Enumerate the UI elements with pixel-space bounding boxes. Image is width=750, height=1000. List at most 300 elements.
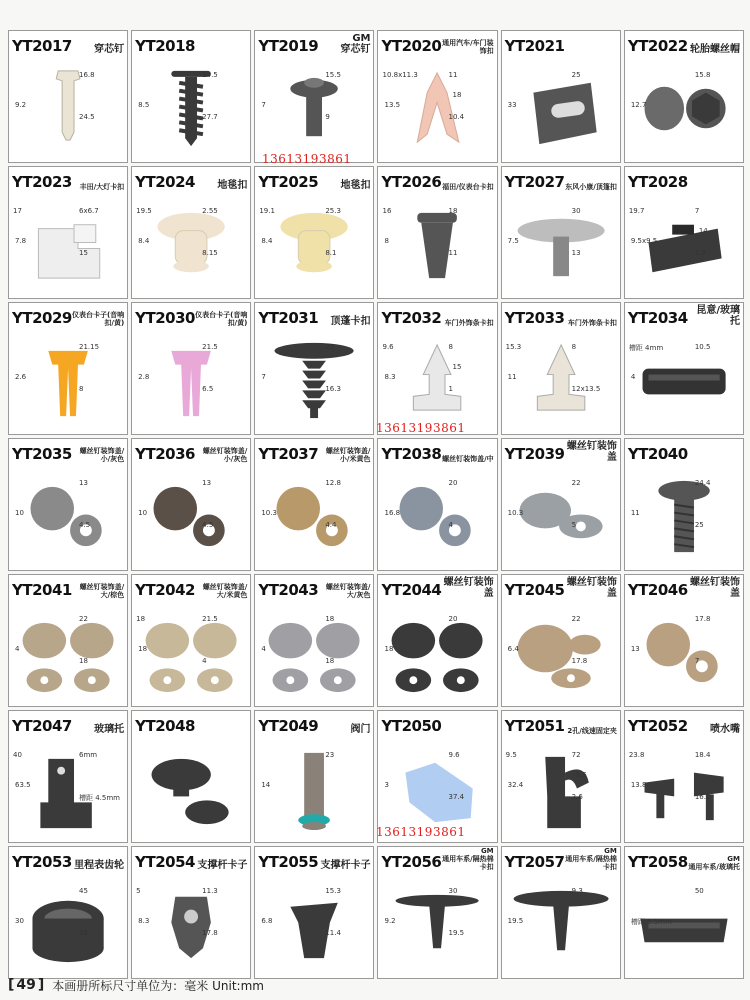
product-code: YT2050 (381, 717, 442, 735)
product-description: 顶蓬卡扣 (330, 316, 371, 327)
product-cell-yt2039 (501, 438, 621, 571)
product-code: YT2035 (12, 445, 72, 463)
part-photo (386, 471, 488, 562)
part-photo (386, 607, 488, 698)
dimension-label: 10 (138, 509, 148, 517)
dimension-label: 25.3 (325, 207, 341, 215)
dimension-label: 22 (571, 615, 581, 623)
cell-header (255, 711, 373, 737)
cell-header (378, 847, 496, 873)
dimension-label: 9.5 (505, 751, 517, 759)
product-code: YT2057 (504, 853, 565, 871)
dimension-label: 9.6 (382, 343, 394, 351)
cell-header (255, 303, 373, 329)
product-code: YT2037 (258, 445, 319, 463)
cell-header (502, 167, 620, 193)
product-code: YT2046 (627, 581, 688, 599)
product-description: 地毯扣 (217, 180, 248, 191)
cell-header (378, 711, 496, 737)
cell-header (9, 575, 127, 601)
dimension-label: 10.3 (261, 509, 277, 517)
dimension-label: 25 (571, 71, 581, 79)
dimension-label: 37.4 (448, 793, 465, 801)
product-cell-yt2043 (254, 574, 374, 707)
cell-header (625, 847, 743, 873)
product-code: YT2044 (381, 581, 442, 599)
dimension-label: 18 (138, 645, 148, 653)
part-photo (17, 879, 119, 970)
dimension-label: 25 (694, 521, 704, 529)
dimension-label: 9.5x9.5 (630, 237, 658, 245)
cell-header (378, 439, 496, 465)
dimension-label: 7.8 (15, 237, 27, 245)
dimension-label: 6.4 (507, 645, 519, 653)
product-cell-yt2018 (131, 30, 251, 163)
dimension-label: 30 (15, 917, 24, 925)
cell-header (255, 31, 373, 57)
part-photo (507, 63, 612, 154)
part-photo (140, 335, 242, 426)
dimension-label: 24.4 (694, 479, 711, 487)
dimension-label: 18 (136, 615, 146, 623)
product-code: YT2032 (381, 309, 442, 327)
cell-header (132, 31, 250, 57)
product-description: 支撑杆卡子 (197, 860, 248, 871)
cell-header (132, 711, 250, 737)
product-code: YT2018 (135, 37, 195, 55)
dimension-label: 20 (448, 479, 458, 487)
product-code: YT2025 (258, 173, 319, 191)
dimension-label: 13 (571, 249, 581, 257)
cell-header (625, 31, 743, 57)
product-code: YT2051 (504, 717, 565, 735)
dimension-label: 18 (448, 207, 458, 215)
dimension-label: 17.8 (202, 929, 218, 937)
dimension-label: 14.5 (202, 71, 218, 79)
product-description: 地毯扣 (340, 180, 371, 191)
dimension-label: 槽距 4mm (628, 344, 664, 352)
dimension-label: 4.5 (79, 521, 91, 529)
cell-header (502, 31, 620, 57)
product-code: YT2017 (12, 37, 72, 55)
dimension-label: 5 (136, 887, 141, 895)
dimension-label: 14 (698, 227, 708, 235)
product-description: 螺丝钉装饰盖 (566, 577, 617, 599)
part-photo (263, 607, 365, 698)
cell-header (378, 167, 496, 193)
dimension-label: 11 (630, 509, 640, 517)
dimension-label: 4.5 (202, 521, 214, 529)
part-photo (386, 743, 488, 834)
product-description: 2孔/线速固定夹 (567, 727, 617, 735)
dimension-label: 18.4 (694, 751, 711, 759)
product-description: 车门外饰条卡扣 (444, 319, 494, 327)
part-photo (386, 335, 488, 426)
product-code: YT2040 (627, 445, 688, 463)
product-cell-yt2058 (624, 846, 744, 979)
product-code: YT2058 (627, 853, 688, 871)
dimension-label: 15.5 (325, 71, 341, 79)
product-code: YT2029 (12, 309, 72, 327)
dimension-label: 9.3 (571, 887, 583, 895)
product-code: YT2042 (135, 581, 195, 599)
product-cell-yt2021 (501, 30, 621, 163)
dimension-label: 4 (15, 645, 20, 653)
product-code: YT2052 (627, 717, 688, 735)
part-photo (386, 199, 488, 290)
part-photo (507, 471, 612, 562)
product-code: YT2031 (258, 309, 319, 327)
dimension-label: 63.5 (15, 781, 31, 789)
dimension-label: 16.3 (325, 385, 341, 393)
product-code: YT2024 (135, 173, 195, 191)
dimension-label: 7 (261, 101, 266, 109)
dimension-label: 17 (13, 207, 22, 215)
cell-header (9, 847, 127, 873)
dimension-label: 18 (79, 657, 88, 665)
product-description: 螺丝钉装饰盖/大/棕色 (79, 583, 125, 599)
product-description: GM 通用车系/隔热棉卡扣 (442, 847, 494, 871)
dimension-label: 4.4 (325, 521, 337, 529)
product-cell-yt2023 (8, 166, 128, 299)
dimension-label: 18 (452, 91, 462, 99)
dimension-label: 9.5 (575, 771, 587, 779)
cell-header (132, 167, 250, 193)
dimension-label: 2.6 (571, 793, 583, 801)
part-photo (630, 63, 735, 154)
cell-header (502, 439, 620, 465)
dimension-label: 9.2 (384, 917, 396, 925)
part-photo (140, 471, 242, 562)
dimension-label: 16.2 (694, 793, 711, 801)
dimension-label: 15.3 (505, 343, 522, 351)
part-photo (507, 199, 612, 290)
product-description: 丰田/大灯卡扣 (79, 183, 125, 191)
phone-watermark-3: 13613193861 (376, 825, 466, 839)
cell-header (9, 303, 127, 329)
dimension-label: 7 (694, 207, 700, 215)
part-photo (263, 199, 365, 290)
product-cell-yt2040 (624, 438, 744, 571)
product-description: 螺丝钉装饰盖/小/灰色 (202, 447, 248, 463)
dimension-label: 11.3 (202, 887, 218, 895)
dimension-label: 9 (325, 113, 330, 121)
part-photo (507, 879, 612, 970)
product-code: YT2047 (12, 717, 72, 735)
product-code: YT2027 (504, 173, 565, 191)
unit-note: 本画册所标尺寸单位为：毫米 Unit:mm (52, 978, 264, 993)
part-photo (507, 743, 612, 834)
product-description: 支撑杆卡子 (320, 860, 371, 871)
product-code: YT2045 (504, 581, 565, 599)
dimension-label: 16.8 (384, 509, 401, 517)
dimension-label: 19.5 (136, 207, 152, 215)
product-description: 轮胎螺丝帽 (689, 44, 740, 55)
product-code: YT2038 (381, 445, 442, 463)
product-cell-yt2057 (501, 846, 621, 979)
part-photo (630, 471, 735, 562)
dimension-label: 40 (13, 751, 22, 759)
product-code: YT2054 (135, 853, 195, 871)
cell-header (255, 575, 373, 601)
product-description: GM 通用车系/隔热棉卡扣 (565, 847, 617, 871)
part-photo (263, 335, 365, 426)
dimension-label: 8 (384, 237, 389, 245)
dimension-label: 8 (79, 385, 84, 393)
dimension-label: 21.5 (202, 615, 218, 623)
part-photo (140, 607, 242, 698)
phone-watermark-1: 13613193861 (262, 152, 352, 166)
product-description: 穿芯钉 (94, 44, 125, 55)
product-cell-yt2053 (8, 846, 128, 979)
cell-header (625, 711, 743, 737)
dimension-label: 23.8 (628, 751, 645, 759)
dimension-label: 9.6 (448, 751, 460, 759)
dimension-label: 7 (261, 373, 266, 381)
dimension-label: 6.8 (261, 917, 273, 925)
product-cell-yt2049 (254, 710, 374, 843)
product-cell-yt2033 (501, 302, 621, 435)
dimension-label: 8 (448, 343, 453, 351)
product-description: 昆意/玻璃托 (696, 305, 740, 327)
product-code: YT2056 (381, 853, 442, 871)
dimension-label: 45 (79, 887, 88, 895)
part-photo (140, 743, 242, 834)
dimension-label: 22 (571, 479, 581, 487)
product-cell-yt2044 (377, 574, 497, 707)
product-description: 东风小康/顶篷扣 (565, 183, 617, 191)
product-description: 通用汽车/车门装饰扣 (442, 39, 494, 55)
dimension-label: 13 (202, 479, 212, 487)
dimension-label: 2.6 (15, 373, 27, 381)
product-cell-yt2019 (254, 30, 374, 163)
dimension-label: 13.8 (630, 781, 647, 789)
cell-header (255, 847, 373, 873)
product-description: 玻璃托 (94, 724, 125, 735)
page-number: [ 49 ] (8, 977, 44, 993)
dimension-label: 8.3 (384, 373, 396, 381)
dimension-label: 15 (79, 929, 88, 937)
cell-header (9, 167, 127, 193)
product-cell-yt2020 (377, 30, 497, 163)
cell-header (625, 575, 743, 601)
part-photo (140, 879, 242, 970)
product-cell-yt2054 (131, 846, 251, 979)
product-code: YT2041 (12, 581, 72, 599)
product-cell-yt2034 (624, 302, 744, 435)
product-description: 螺丝钉装饰盖 (566, 441, 617, 463)
product-cell-yt2028 (624, 166, 744, 299)
dimension-label: 14 (261, 781, 271, 789)
dimension-label: 30 (448, 887, 458, 895)
cell-header (132, 847, 250, 873)
dimension-label: 4 (261, 645, 266, 653)
dimension-label: 19.1 (259, 207, 275, 215)
product-cell-yt2042 (131, 574, 251, 707)
dimension-label: 2.55 (202, 207, 218, 215)
dimension-label: 23 (325, 751, 335, 759)
dimension-label: 17.8 (694, 615, 711, 623)
dimension-label: 4 (448, 521, 453, 529)
product-cell-yt2038 (377, 438, 497, 571)
product-description: 阀门 (350, 724, 371, 735)
part-photo (17, 335, 119, 426)
cell-header (9, 711, 127, 737)
product-description: GM 穿芯钉 (340, 33, 371, 55)
dimension-label: 18 (384, 645, 394, 653)
dimension-label: 19.5 (507, 917, 524, 925)
page-footer (8, 975, 744, 995)
cell-header (502, 303, 620, 329)
product-code: YT2048 (135, 717, 195, 735)
dimension-label: 13 (630, 645, 640, 653)
product-code: YT2021 (504, 37, 565, 55)
dimension-label: 槽距 4.5mm (79, 794, 120, 802)
product-code: YT2033 (504, 309, 565, 327)
dimension-label: 21.5 (202, 343, 218, 351)
dimension-label: 12.8 (325, 479, 341, 487)
part-photo (140, 199, 242, 290)
dimension-label: 33 (507, 101, 517, 109)
cell-header (502, 575, 620, 601)
product-code: YT2026 (381, 173, 442, 191)
dimension-label: 8 (571, 343, 577, 351)
product-cell-yt2032 (377, 302, 497, 435)
dimension-label: 13.5 (384, 101, 401, 109)
product-cell-yt2029 (8, 302, 128, 435)
product-code: YT2049 (258, 717, 319, 735)
dimension-label: 72 (571, 751, 581, 759)
dimension-label: 6.5 (202, 385, 214, 393)
product-description: 仪表台卡子(音响扣/黄) (71, 311, 125, 327)
dimension-label: 11 (448, 249, 458, 257)
dimension-label: 11 (448, 71, 458, 79)
dimension-label: 10.3 (507, 509, 524, 517)
part-photo (507, 607, 612, 698)
product-code: YT2053 (12, 853, 72, 871)
dimension-label: 10 (15, 509, 24, 517)
product-cell-yt2031 (254, 302, 374, 435)
product-cell-yt2036 (131, 438, 251, 571)
product-cell-yt2051 (501, 710, 621, 843)
dimension-label: 槽距 5.5mm (630, 918, 672, 926)
product-cell-yt2024 (131, 166, 251, 299)
part-photo (17, 607, 119, 698)
dimension-label: 19.5 (448, 929, 465, 937)
dimension-label: 2.8 (138, 373, 150, 381)
product-cell-yt2035 (8, 438, 128, 571)
dimension-label: 19.7 (628, 207, 645, 215)
product-cell-yt2056 (377, 846, 497, 979)
product-code: YT2036 (135, 445, 195, 463)
product-code: YT2039 (504, 445, 565, 463)
dimension-label: 11.4 (325, 929, 341, 937)
part-photo (386, 879, 488, 970)
dimension-label: 9.2 (15, 101, 27, 109)
cell-header (255, 439, 373, 465)
dimension-label: 11 (507, 373, 517, 381)
product-cell-yt2041 (8, 574, 128, 707)
product-cell-yt2025 (254, 166, 374, 299)
dimension-label: 6x6.7 (79, 207, 99, 215)
product-code: YT2028 (627, 173, 688, 191)
dimension-label: 16.8 (79, 71, 95, 79)
part-photo (17, 199, 119, 290)
product-cell-yt2047 (8, 710, 128, 843)
product-cell-yt2022 (624, 30, 744, 163)
dimension-label: 1 (448, 385, 453, 393)
part-photo (17, 63, 119, 154)
phone-watermark-2: 13613193861 (376, 421, 466, 435)
part-photo (140, 63, 242, 154)
product-cell-yt2045 (501, 574, 621, 707)
part-photo (263, 879, 365, 970)
part-photo (17, 743, 119, 834)
cell-header (9, 439, 127, 465)
product-cell-yt2030 (131, 302, 251, 435)
product-description: 螺丝钉装饰盖 (443, 577, 494, 599)
dimension-label: 2.8 (694, 249, 706, 257)
product-code: YT2022 (627, 37, 688, 55)
dimension-label: 40 (694, 385, 704, 393)
dimension-label: 4 (202, 657, 207, 665)
product-code: YT2043 (258, 581, 319, 599)
cell-header (625, 167, 743, 193)
part-photo (630, 607, 735, 698)
dimension-label: 4 (630, 373, 636, 381)
cell-header (625, 303, 743, 329)
dimension-label: 8.4 (261, 237, 273, 245)
dimension-label: 18 (325, 615, 335, 623)
product-description: 福田/仪表台卡扣 (442, 183, 494, 191)
part-photo (263, 471, 365, 562)
cell-header (9, 31, 127, 57)
product-code: YT2030 (135, 309, 195, 327)
cell-header (502, 711, 620, 737)
product-cell-yt2050 (377, 710, 497, 843)
product-cell-yt2046 (624, 574, 744, 707)
dimension-label: 22 (79, 615, 88, 623)
dimension-label: 10.4 (448, 113, 465, 121)
dimension-label: 30 (571, 207, 581, 215)
dimension-label: 8.1 (325, 249, 337, 257)
product-description: 螺丝钉装饰盖/小/灰色 (79, 447, 125, 463)
product-description: 螺丝钉装饰盖/中 (442, 455, 494, 463)
part-photo (17, 471, 119, 562)
dimension-label: 5 (571, 521, 577, 529)
cell-header (132, 303, 250, 329)
dimension-label: 50 (694, 887, 704, 895)
product-description: GM 通用车系/玻璃托 (688, 855, 740, 871)
dimension-label: 12x13.5 (571, 385, 601, 393)
dimension-label: 7.5 (507, 237, 519, 245)
product-description: 螺丝钉装饰盖/小/米黄色 (325, 447, 371, 463)
dimension-label: 32.4 (507, 781, 524, 789)
dimension-label: 3 (384, 781, 389, 789)
product-description: 里程表齿轮 (74, 860, 125, 871)
dimension-label: 8.4 (138, 237, 150, 245)
dimension-label: 10.5 (694, 343, 711, 351)
product-description: 螺丝钉装饰盖 (689, 577, 740, 599)
dimension-label: 13 (79, 479, 88, 487)
product-code: YT2055 (258, 853, 319, 871)
product-description: 喷水嘴 (709, 724, 740, 735)
dimension-label: 27.7 (202, 113, 218, 121)
cell-header (502, 847, 620, 873)
dimension-label: 21.15 (79, 343, 100, 351)
cell-header (378, 575, 496, 601)
dimension-label: 10.8x11.3 (382, 71, 418, 79)
